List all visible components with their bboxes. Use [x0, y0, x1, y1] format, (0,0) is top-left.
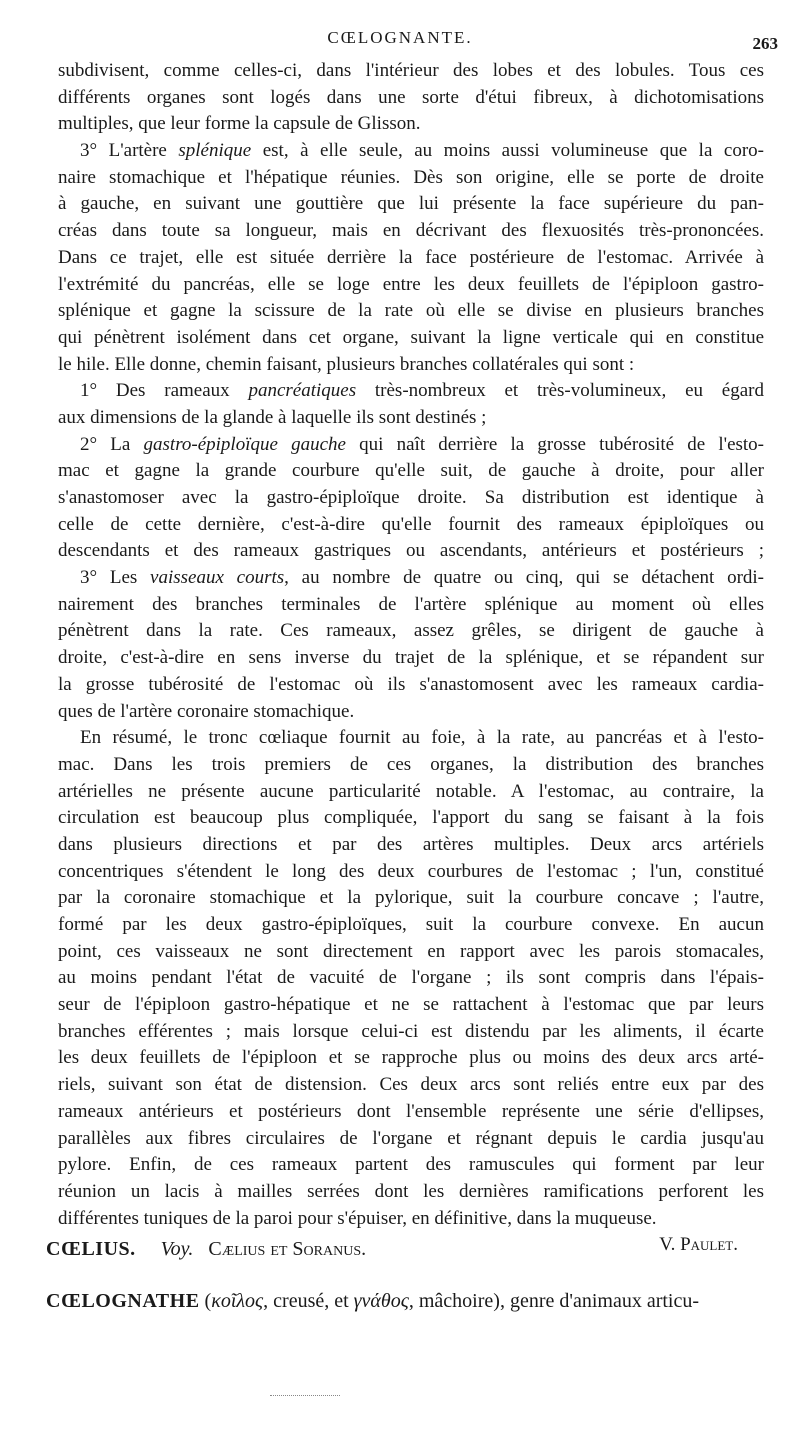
- text-line: créas dans toute sa longueur, mais en décrivant des flexuosités très-prononcées.: [58, 220, 764, 242]
- running-head: CŒLOGNANTE.: [327, 28, 473, 47]
- entry-text: , mâchoire), genre d'animaux articu-: [408, 1290, 700, 1312]
- text-line: concentriques s'étendent le long des deux courbures de l'estomac ; l'un, constitué: [58, 860, 764, 882]
- text-line: celle de cette dernière, c'est-à-dire qu'elle fournit des rameaux épiploïques ou: [58, 513, 764, 535]
- text-line: dans plusieurs directions et par des artères multiples. Deux arcs artériels: [58, 833, 764, 855]
- text-line: la grosse tubérosité de l'estomac où ils s'anastomosent avec les rameaux cardia-: [58, 673, 764, 695]
- page-number: 263: [752, 34, 778, 53]
- text-line: seur de l'épiploon gastro-hépatique et ne se rattachent à l'estomac que par leurs: [58, 994, 764, 1016]
- text-line: parallèles aux fibres circulaires de l'organe et régnant depuis le cardia jusqu'au: [58, 1127, 764, 1149]
- text-line: multiples, que leur forme la capsule de Glisson.: [58, 113, 421, 135]
- entry-text: , creusé, et: [263, 1290, 354, 1312]
- text-line: 1° Des rameaux pancréatiques très-nombreux et très-volumineux, eu égard: [80, 380, 764, 402]
- text-line: rameaux antérieurs et postérieurs dont l'ensemble représente une série d'ellipses,: [58, 1100, 764, 1122]
- text-line: s'anastomoser avec la gastro-épiploïque droite. Sa distribution est identique à: [58, 487, 764, 508]
- text-line: En résumé, le tronc cœliaque fournit au foie, à la rate, au pancréas et à l'esto-: [80, 727, 764, 749]
- text-line: l'extrémité du pancréas, elle se loge entre les deux feuillets de l'épiploon gastro-: [58, 273, 764, 295]
- text-line: droite, c'est-à-dire en sens inverse du trajet de la splénique, et se répandent sur: [58, 647, 764, 669]
- text-line: 2° La gastro-épiploïque gauche qui naît derrière la grosse tubérosité de l'esto-: [80, 433, 765, 455]
- entry-headword: CŒLOGNATHE: [46, 1290, 200, 1312]
- text-line: pénètrent dans la rate. Ces rameaux, assez grêles, se dirigent de gauche à: [58, 620, 764, 642]
- text-line: différents organes sont logés dans une sorte d'étui fibreux, à dichotomisations: [58, 86, 764, 108]
- text-line: pylore. Enfin, de ces rameaux partent des ramuscules qui forment par leur: [58, 1154, 764, 1176]
- greek-word: γνάθος: [353, 1290, 409, 1312]
- text-line: naire stomachique et l'hépatique réunies. Dès son origine, elle se porte de droite: [58, 166, 764, 188]
- article-body: [58, 58, 764, 1259]
- emphasized-term: splénique: [178, 140, 252, 162]
- text-line: ques de l'artère coronaire stomachique.: [58, 700, 355, 722]
- entry-cross-reference: Cælius et Soranus.: [208, 1238, 367, 1260]
- emphasized-term: gastro-épiploïque gauche: [143, 433, 346, 455]
- emphasized-term: pancréatiques: [248, 380, 357, 402]
- emphasized-term: vaisseaux courts: [150, 567, 285, 589]
- text-line: descendants et des rameaux gastriques ou ascendants, antérieurs et postérieurs ;: [58, 540, 764, 562]
- text-line: différentes tuniques de la paroi pour s'épuiser, en définitive, dans la muqueuse.: [58, 1207, 657, 1229]
- text-line: mac et gagne la grande courbure qu'elle suit, de gauche à droite, pour aller: [58, 460, 764, 482]
- text-line: mac. Dans les trois premiers de ces organes, la distribution des branches: [58, 753, 764, 775]
- text-line: point, ces vaisseaux ne sont directement en rapport avec les parois stomacales,: [58, 940, 764, 962]
- entry-coelius: [46, 1238, 766, 1261]
- text-line: le hile. Elle donne, chemin faisant, plusieurs branches collatérales qui sont :: [58, 353, 635, 375]
- text-line: aux dimensions de la glande à laquelle ils sont destinés ;: [58, 406, 487, 428]
- entry-text: (: [199, 1290, 212, 1312]
- footer-rule: [270, 1395, 340, 1396]
- entry-coelognathe: [46, 1290, 766, 1313]
- entry-voy: Voy.: [160, 1238, 194, 1260]
- text-line: par la coronaire stomachique et la pylorique, suit la courbure concave ; l'autre,: [58, 887, 764, 909]
- text-line: à gauche, en suivant une gouttière que lui présente la face supérieure du pan-: [58, 193, 764, 215]
- text-line: 3° L'artère splénique est, à elle seule, au moins aussi volumineuse que la coro-: [80, 140, 764, 162]
- text-line: formé par les deux gastro-épiploïques, suit la courbure convexe. En aucun: [58, 914, 764, 935]
- greek-word: κοῖλος: [211, 1290, 264, 1312]
- text-line: 3° Les vaisseaux courts, au nombre de quatre ou cinq, qui se détachent ordi-: [80, 567, 765, 589]
- text-line: qui pénètrent isolément dans cet organe, suivant la ligne verticale qui en constitue: [58, 326, 764, 348]
- entry-headword: CŒLIUS.: [46, 1238, 136, 1260]
- text-line: au moins pendant l'état de vacuité de l'organe ; ils sont compris dans l'épais-: [58, 967, 764, 989]
- author-signature: V. Paulet.: [659, 1234, 738, 1256]
- text-line: artérielles ne présente aucune particularité notable. A l'estomac, au contraire, la: [58, 780, 764, 802]
- text-line: les deux feuillets de l'épiploon et se rapproche plus ou moins des deux arcs arté-: [58, 1047, 764, 1069]
- text-line: subdivisent, comme celles-ci, dans l'intérieur des lobes et des lobules. Tous ces: [58, 60, 764, 81]
- text-line: réunion un lacis à mailles serrées dont les dernières ramifications perforent les: [58, 1180, 764, 1202]
- text-line: splénique et gagne la scissure de la rate où elle se divise en plusieurs branches: [58, 300, 764, 322]
- text-line: branches efférentes ; mais lorsque celui-ci est distendu par les aliments, il écarte: [58, 1020, 764, 1042]
- text-line: riels, suivant son état de distension. Ces deux arcs sont reliés entre eux par des: [58, 1074, 764, 1096]
- text-line: nairement des branches terminales de l'artère splénique au moment où elles: [58, 593, 764, 615]
- text-line: Dans ce trajet, elle est située derrière la face postérieure de l'estomac. Arrivée à: [58, 246, 764, 268]
- text-line: circulation est beaucoup plus compliquée, l'apport du sang se faisant à la fois: [58, 807, 764, 829]
